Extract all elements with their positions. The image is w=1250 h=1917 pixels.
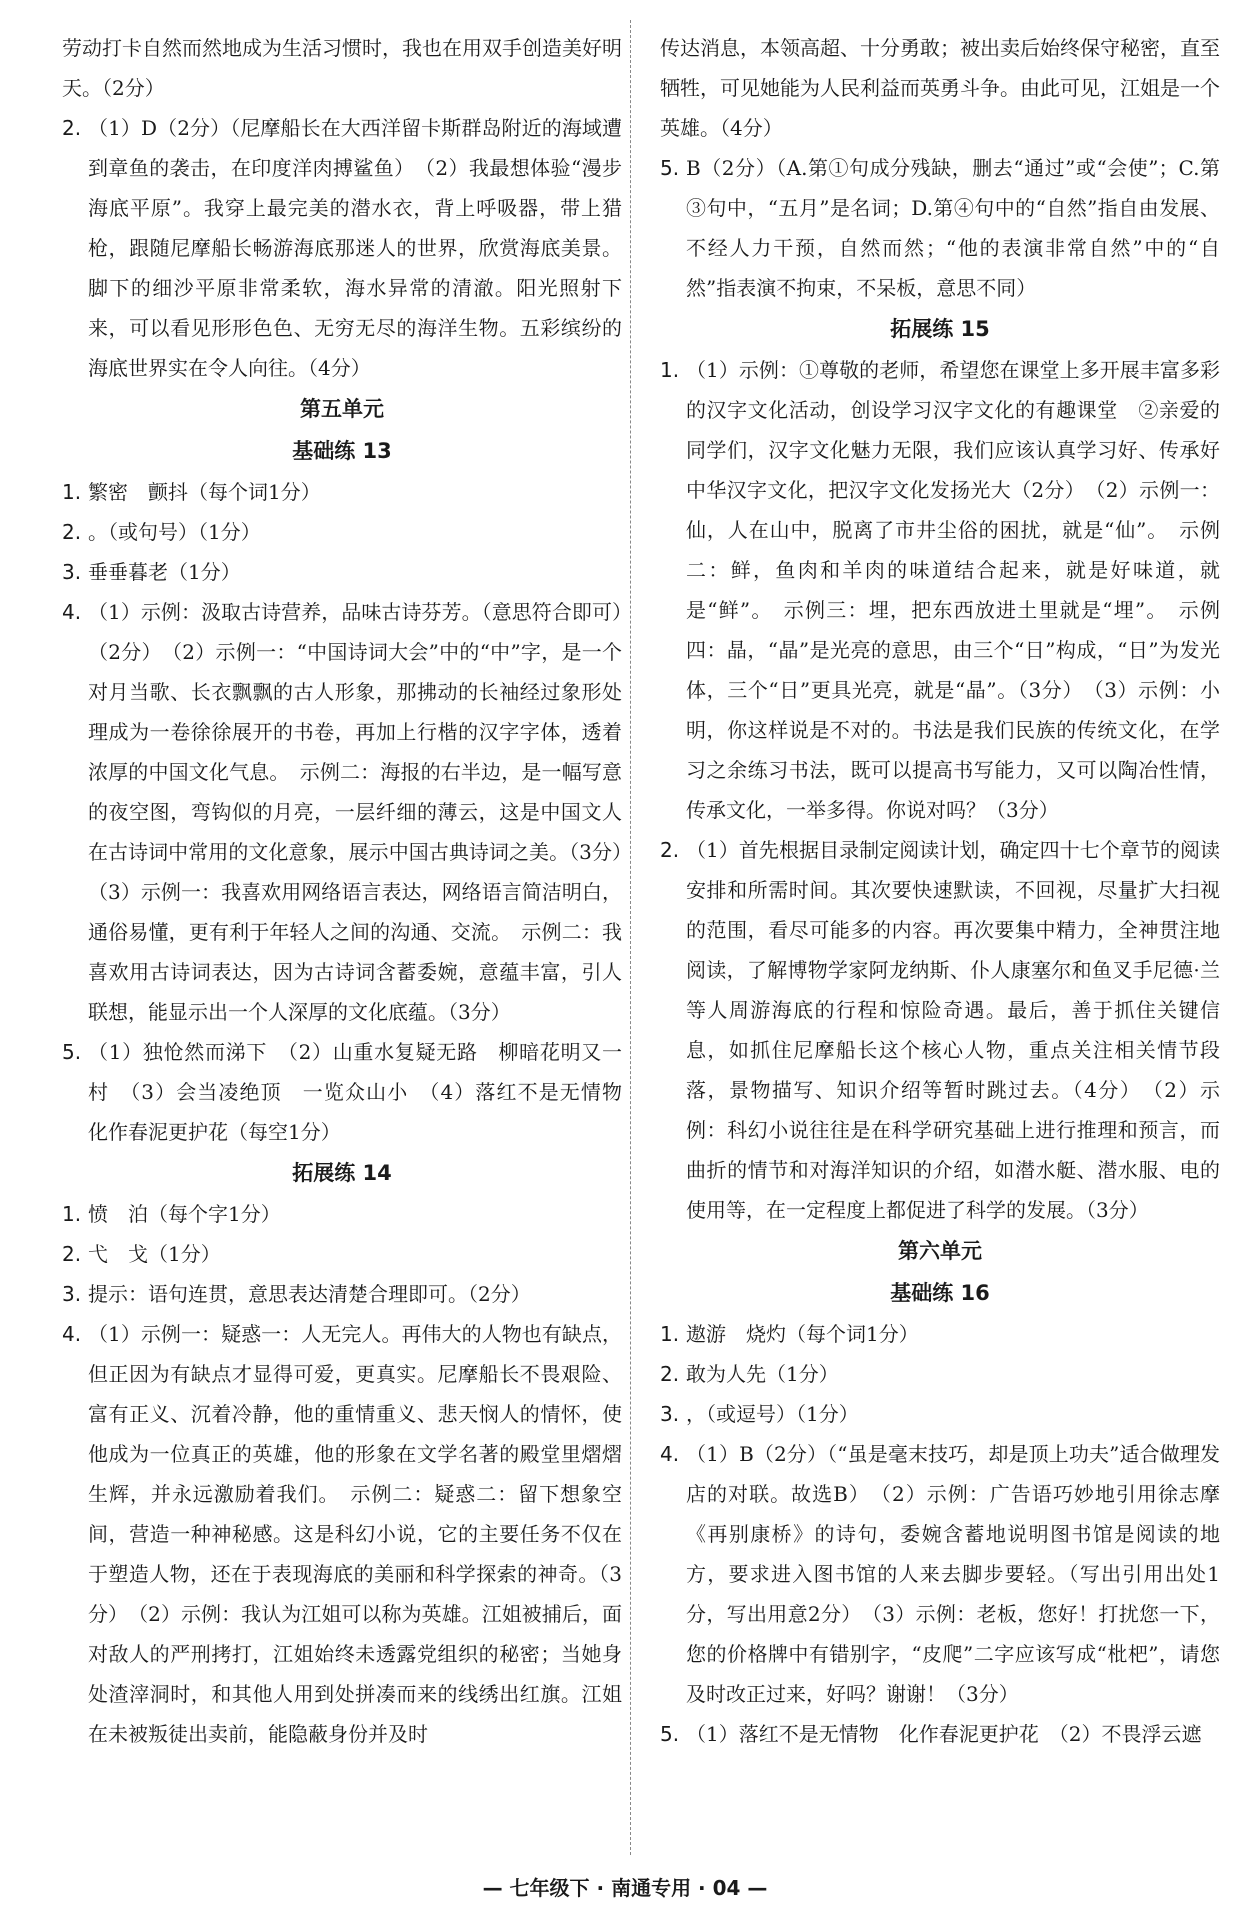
question-number: 5. [660,156,680,180]
question-item [62,472,622,512]
answer-text: （1）示例：汲取古诗营养，品味古诗芬芳。（意思符合即可）（2分） （2）示例一：“中国诗词大会”中的“中”字，是一个对月当歌、长衣飘飘的古人形象，那拂动的长袖经过象形处理成为一卷徐徐展开的书卷，再加上行楷的汉字字体，透着浓厚的中国文化气息。 示例二：海报的右半边，是一幅写意的夜空图，弯钩似的月亮，一层纤细的薄云，这是中国文人在古诗词中常用的文化意象，展示中国古典诗词之美。（3分） （3）示例一：我喜欢用网络语言表达，网络语言简洁明白，通俗易懂，更有利于年轻人之间的沟通、交流。 示例二：我喜欢用古诗词表达，因为古诗词含蓄委婉，意蕴丰富，引人联想，能显示出一个人深厚的文化底蕴。（3分） [88,600,642,1024]
question-number: 2. [62,1242,82,1266]
answer-text: （1）独怆然而涕下 （2）山重水复疑无路 柳暗花明又一村 （3）会当凌绝顶 一览众山小 （4）落红不是无情物 化作春泥更护花（每空1分） [88,1040,642,1144]
question-item [660,1714,1220,1754]
question-item [660,1394,1220,1434]
question-number: 1. [660,358,680,382]
continued-paragraph: 劳动打卡自然而然地成为生活习惯时，我也在用双手创造美好明天。（2分） [62,36,622,100]
question-item [62,108,622,388]
right-column [660,28,1220,1754]
question-number: 5. [660,1722,680,1746]
question-number: 3. [62,560,82,584]
question-item [62,512,622,552]
question-number: 2. [660,1362,680,1386]
question-number: 4. [62,600,82,624]
answer-text: （1）B（2分）（“虽是毫末技巧，却是顶上功夫”适合做理发店的对联。故选B） （2）示例：广告语巧妙地引用徐志摩《再别康桥》的诗句，委婉含蓄地说明图书馆是阅读的地方，要求进入图书馆的人来去脚步要轻。（写出引用出处1分，写出用意2分） （3）示例：老板，您好！打扰您一下，您的价格牌中有错别字，“皮爬”二字应该写成“枇杷”，请您及时改正过来，好吗？谢谢！（3分） [686,1442,1220,1706]
question-number: 3. [660,1402,680,1426]
question-item [62,1314,622,1754]
answer-text: 繁密 颤抖（每个词1分） [88,480,321,504]
answer-text: 垂垂暮老（1分） [88,560,241,584]
question-item [62,1194,622,1234]
question-number: 2. [62,520,82,544]
question-item [660,1314,1220,1354]
question-item [660,830,1220,1230]
left-column [62,28,642,1754]
question-number: 1. [62,480,82,504]
unit-title: 第六单元 [898,1239,982,1263]
question-item [62,552,622,592]
question-number: 5. [62,1040,82,1064]
answer-text: 弋 戈（1分） [88,1242,221,1266]
answer-text: （1）示例一：疑惑一：人无完人。再伟大的人物也有缺点，但正因为有缺点才显得可爱，更真实。尼摩船长不畏艰险、富有正义、沉着冷静，他的重情重义、悲天悯人的情怀，使他成为一位真正的英雄，他的形象在文学名著的殿堂里熠熠生辉，并永远激励着我们。 示例二：疑惑二：留下想象空间，营造一种神秘感。这是科幻小说，它的主要任务不仅在于塑造人物，还在于表现海底的美丽和科学探索的神奇。（3分） （2）示例：我认为江姐可以称为英雄。江姐被捕后，面对敌人的严刑拷打，江姐始终未透露党组织的秘密；当她身处渣滓洞时，和其他人用到处拼凑而来的线绣出红旗。江姐在未被叛徒出卖前，能隐蔽身份并及时 [88,1322,622,1746]
continued-paragraph: 传达消息，本领高超、十分勇敢；被出卖后始终保守秘密，直至牺牲，可见她能为人民利益而英勇斗争。由此可见，江姐是一个英雄。（4分） [660,36,1220,140]
question-item [660,1354,1220,1394]
section-title: 基础练 16 [890,1281,990,1305]
question-number: 1. [62,1202,82,1226]
section-title: 拓展练 14 [292,1161,392,1185]
answer-text: （1）首先根据目录制定阅读计划，确定四十七个章节的阅读安排和所需时间。其次要快速默读，不回视，尽量扩大扫视的范围，看尽可能多的内容。再次要集中精力，全神贯注地阅读，了解博物学家阿龙纳斯、仆人康塞尔和鱼叉手尼德·兰等人周游海底的行程和惊险奇遇。最后，善于抓住关键信息，如抓住尼摩船长这个核心人物，重点关注相关情节段落，景物描写、知识介绍等暂时跳过去。（4分） （2）示例：科幻小说往往是在科学研究基础上进行推理和预言，而曲折的情节和对海洋知识的介绍，如潜水艇、潜水服、电的使用等，在一定程度上都促进了科学的发展。（3分） [686,838,1220,1222]
answer-text: （1）示例：①尊敬的老师，希望您在课堂上多开展丰富多彩的汉字文化活动，创设学习汉字文化的有趣课堂 ②亲爱的同学们，汉字文化魅力无限，我们应该认真学习好、传承好中华汉字文化，把汉字文化发扬光大（2分） （2）示例一：仙，人在山中，脱离了市井尘俗的困扰，就是“仙”。 示例二：鲜，鱼肉和羊肉的味道结合起来，就是好味道，就是“鲜”。 示例三：埋，把东西放进土里就是“埋”。 示例四：晶，“晶”是光亮的意思，由三个“日”构成，“日”为发光体，三个“日”更具光亮，就是“晶”。（3分） （3）示例：小明，你这样说是不对的。书法是我们民族的传统文化，在学习之余练习书法，既可以提高书写能力，又可以陶冶性情，传承文化，一举多得。你说对吗？（3分） [686,358,1220,822]
question-item [660,350,1220,830]
question-number: 4. [62,1322,82,1346]
question-item [62,1274,622,1314]
answer-text: 提示：语句连贯，意思表达清楚合理即可。（2分） [88,1282,531,1306]
question-number: 2. [660,838,680,862]
answer-text: 。（或句号）（1分） [88,520,261,544]
question-item [62,592,642,1032]
answer-text: 敢为人先（1分） [686,1362,839,1386]
answer-text: （1）落红不是无情物 化作春泥更护花 （2）不畏浮云遮 [686,1722,1202,1746]
question-item [62,1032,642,1152]
page-footer: — 七年级下 · 南通专用 · 04 — [482,1876,768,1900]
question-number: 4. [660,1442,680,1466]
answer-text: B（2分）（A.第①句成分残缺，删去“通过”或“会使”；C.第③句中，“五月”是名词；D.第④句中的“自然”指自由发展、不经人力干预，自然而然；“他的表演非常自然”中的“自然”指表演不拘束，不呆板，意思不同） [686,156,1220,300]
question-item [62,1234,622,1274]
answer-text: ，（或逗号）（1分） [686,1402,859,1426]
unit-title: 第五单元 [300,397,384,421]
answer-text: 愤 泊（每个字1分） [88,1202,281,1226]
answer-text: 遨游 烧灼（每个词1分） [686,1322,919,1346]
column-divider [630,20,631,1855]
question-number: 3. [62,1282,82,1306]
section-title: 拓展练 15 [890,317,990,341]
question-item [660,148,1220,308]
question-item [660,1434,1220,1714]
answer-text: （1）D（2分）（尼摩船长在大西洋留卡斯群岛附近的海域遭到章鱼的袭击，在印度洋肉搏鲨鱼） （2）我最想体验“漫步海底平原”。我穿上最完美的潜水衣，背上呼吸器，带上猎枪，跟随尼摩船长畅游海底那迷人的世界，欣赏海底美景。脚下的细沙平原非常柔软，海水异常的清澈。阳光照射下来，可以看见形形色色、无穷无尽的海洋生物。五彩缤纷的海底世界实在令人向往。（4分） [88,116,622,380]
question-number: 2. [62,116,82,140]
question-number: 1. [660,1322,680,1346]
section-title: 基础练 13 [292,439,392,463]
